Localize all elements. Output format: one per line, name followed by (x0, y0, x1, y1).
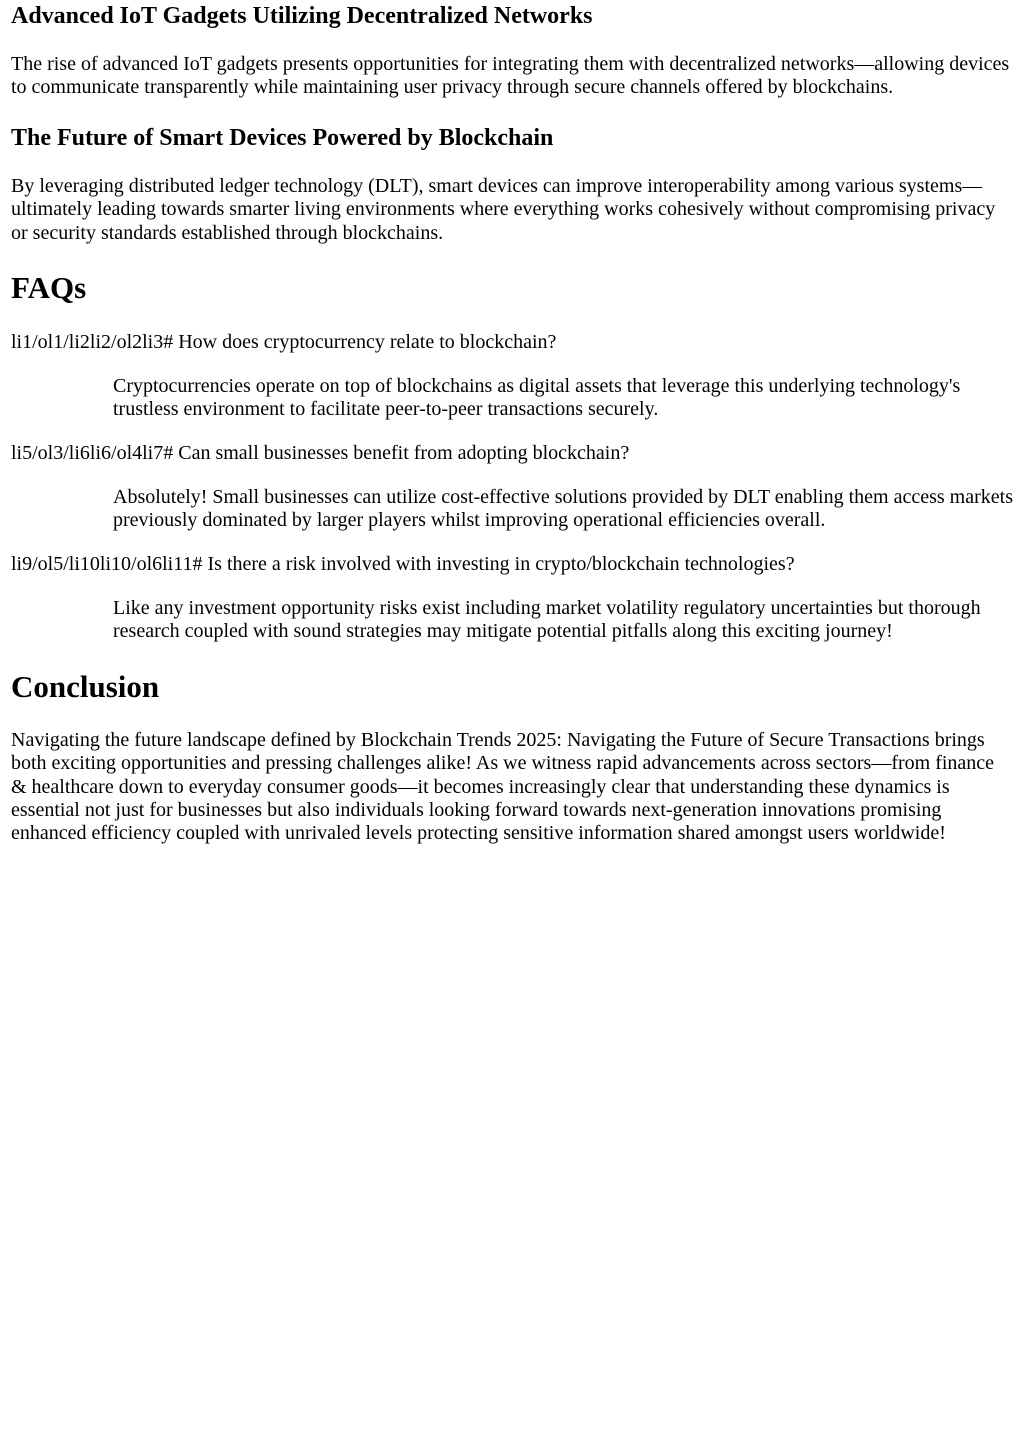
conclusion-heading: Conclusion (11, 669, 160, 704)
faq-question: li1/ol1/li2li2/ol2li3# How does cryptocurrency relate to blockchain? (11, 331, 557, 353)
section-heading-future: The Future of Smart Devices Powered by Blockchain (11, 125, 554, 151)
section-heading-iot: Advanced IoT Gadgets Utilizing Decentralized Networks (11, 3, 593, 29)
faq-answer: Cryptocurrencies operate on top of blockchains as digital assets that leverage this underlying technology's trustless environment to facilitate peer-to-peer transactions securely. (113, 375, 961, 421)
faq-question: li9/ol5/li10li10/ol6li11# Is there a risk involved with investing in crypto/blockchain technologies? (11, 553, 795, 575)
faqs-heading: FAQs (11, 270, 87, 305)
section-body-iot: The rise of advanced IoT gadgets presents opportunities for integrating them with decentralized networks—allowing devices to communicate transparently while maintaining user privacy through secure channels offered by blockchains. (11, 53, 1010, 99)
section-body-future: By leveraging distributed ledger technology (DLT), smart devices can improve interoperability among various systems—ultimately leading towards smarter living environments where everything works cohesively without compromising privacy or security standards established through blockchains. (11, 175, 996, 244)
faq-answer: Like any investment opportunity risks exist including market volatility regulatory uncertainties but thorough research coupled with sound strategies may mitigate potential pitfalls along this exciting journey! (113, 597, 981, 643)
faq-question: li5/ol3/li6li6/ol4li7# Can small businesses benefit from adopting blockchain? (11, 442, 630, 464)
conclusion-body: Navigating the future landscape defined by Blockchain Trends 2025: Navigating the Future of Secure Transactions brings both exciting opportunities and pressing challenges alike! As we witness rapid advancements across sectors—from finance & healthcare down to everyday consumer goods—it becomes increasingly clear that understanding these dynamics is essential not just for businesses but also individuals looking forward towards next-generation innovations promising enhanced efficiency coupled with unrivaled levels protecting sensitive information shared amongst users worldwide! (11, 729, 995, 845)
faq-answer: Absolutely! Small businesses can utilize cost-effective solutions provided by DLT enabling them access markets previously dominated by larger players whilst improving operational efficiencies overall. (113, 486, 1013, 532)
